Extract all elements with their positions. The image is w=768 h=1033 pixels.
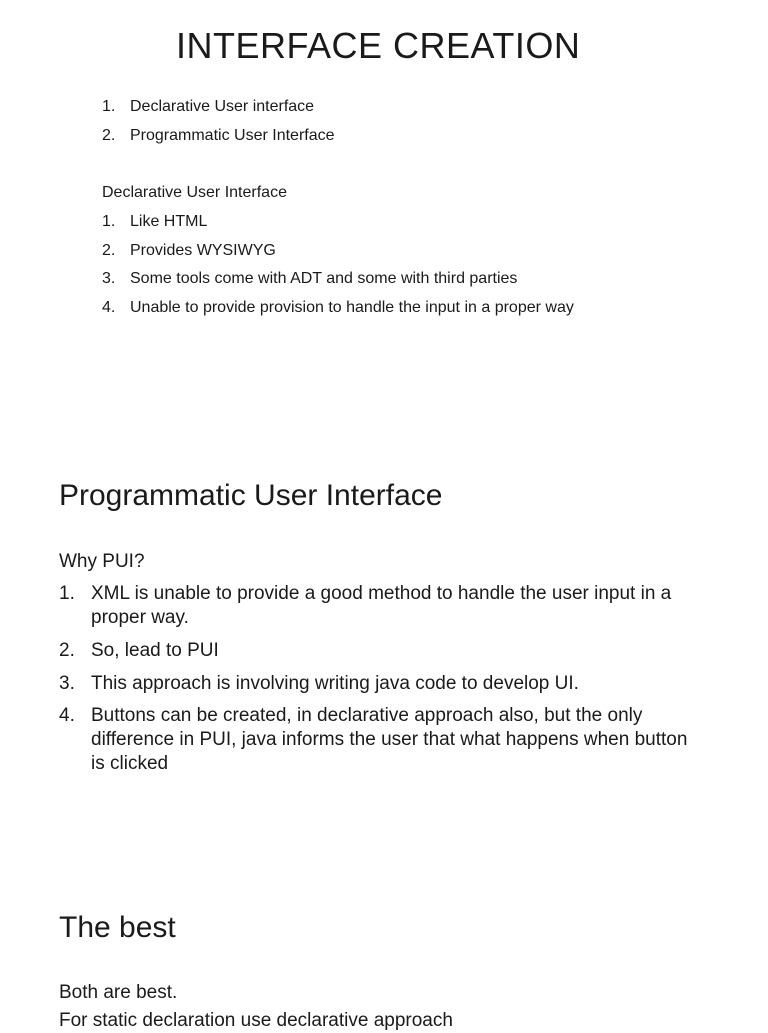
type-item-text: Programmatic User Interface: [130, 127, 335, 144]
slide1-title: INTERFACE CREATION: [176, 25, 581, 66]
point-text: Provides WYSIWYG: [130, 242, 276, 259]
best-line-2: For static declaration use declarative approach: [59, 1010, 453, 1031]
point-text: This approach is involving writing java code to develop UI.: [91, 673, 579, 694]
type-item-text: Declarative User interface: [130, 98, 315, 115]
pui-point-1: [59, 582, 719, 630]
point-number: 2.: [59, 640, 75, 661]
point-text: XML is unable to provide a good method to handle the user input in a proper way.: [91, 583, 672, 628]
type-item-number: 2.: [102, 127, 116, 144]
declarative-point-2: [102, 241, 276, 261]
pui-point-3: [59, 672, 719, 696]
declarative-point-3: [102, 269, 517, 289]
point-number: 2.: [102, 242, 116, 259]
type-item-number: 1.: [102, 98, 116, 115]
point-number: 3.: [102, 270, 116, 287]
point-text: Some tools come with ADT and some with third parties: [130, 270, 518, 287]
why-pui-question: Why PUI?: [59, 551, 145, 572]
declarative-subheading: Declarative User Interface: [102, 184, 287, 201]
type-item-1: [102, 97, 314, 117]
point-number: 3.: [59, 673, 75, 694]
slide2-title: Programmatic User Interface: [59, 479, 443, 512]
point-number: 4.: [59, 705, 75, 726]
point-number: 4.: [102, 299, 116, 316]
best-line-1: Both are best.: [59, 982, 178, 1003]
point-text: Unable to provide provision to handle the input in a proper way: [130, 299, 574, 316]
declarative-point-1: [102, 212, 207, 232]
point-text: Buttons can be created, in declarative approach also, but the only difference in PUI, java informs the user that what happens when button is clicked: [91, 705, 688, 774]
point-text: Like HTML: [130, 213, 208, 230]
pui-point-2: [59, 639, 719, 663]
point-number: 1.: [59, 583, 75, 604]
slide3-title: The best: [59, 911, 176, 944]
point-number: 1.: [102, 213, 116, 230]
type-item-2: [102, 126, 335, 146]
declarative-point-4: [102, 298, 574, 318]
pui-point-4: [59, 704, 699, 776]
point-text: So, lead to PUI: [91, 640, 219, 661]
